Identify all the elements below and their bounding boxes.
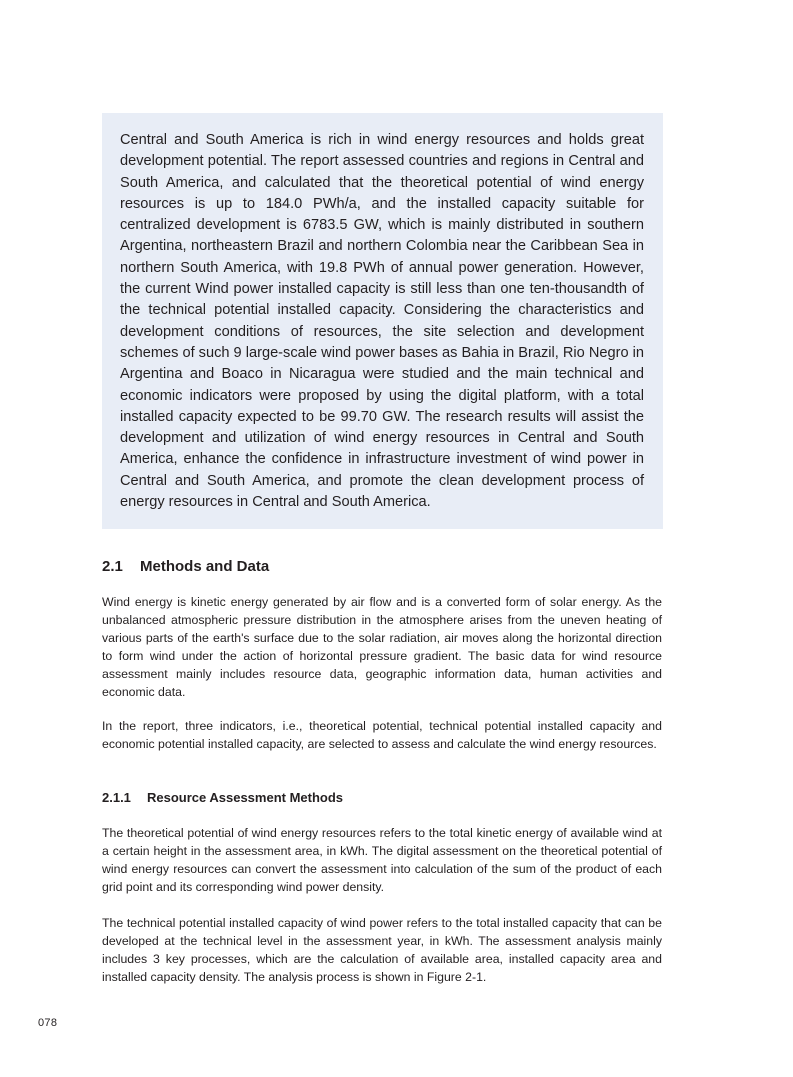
section-paragraph: Wind energy is kinetic energy generated by air flow and is a converted form of solar energy. As the unbalanced atmospheric pressure distribution in the atmosphere arises from the uneven heating of various parts of the earth's surface due to the solar radiation, air moves along the horizontal direction to form wind under the action of horizontal pressure gradient. The basic data for wind resource assessment mainly includes resource data, geographic information data, human activities and economic data. xyxy=(102,595,662,699)
summary-text: Central and South America is rich in wind energy resources and holds great development potential. The report assessed countries and regions in Central and South America, and calculated that the theoretical potential of wind energy resources is up to 184.0 PWh/a, and the installed capacity suitable for centralized development is 6783.5 GW, which is mainly distributed in southern Argentina, northeastern Brazil and northern Colombia near the Caribbean Sea in northern South America, with 19.8 PWh of annual power generation. However, the current Wind power installed capacity is still less than one ten-thousandth of the technical potential installed capacity. Considering the characteristics and development conditions of resources, the site selection and development schemes of such 9 large-scale wind power bases as Bahia in Brazil, Rio Negro in Argentina and Boaco in Nicaragua were studied and the main technical and economic indicators were proposed by using the digital platform, with a total installed capacity expected to be 99.70 GW. The research results will assist the development and utilization of wind energy resources in Central and South America, enhance the confidence in infrastructure investment of wind power in Central and South America, and promote the clean development process of energy resources in Central and South America. xyxy=(120,132,645,511)
subsection-heading xyxy=(102,790,343,805)
section-heading xyxy=(102,558,269,575)
section-number: 2.1 xyxy=(102,558,123,575)
section-title: Methods and Data xyxy=(140,558,270,575)
subsection-paragraph: The theoretical potential of wind energy resources refers to the total kinetic energy of available wind at a certain height in the assessment area, in kWh. The digital assessment on the theoretical potential of wind energy resources can convert the assessment into calculation of the sum of the product of each grid point and its corresponding wind power density. xyxy=(102,826,662,894)
subsection-paragraph: The technical potential installed capacity of wind power refers to the total installed capacity that can be developed at the technical level in the assessment year, in kWh. The assessment analysis mainly includes 3 key processes, which are the calculation of available area, installed capacity area and installed capacity density. The analysis process is shown in Figure 2-1. xyxy=(102,916,662,984)
subsection-title: Resource Assessment Methods xyxy=(147,790,344,805)
page-number: 078 xyxy=(38,1017,58,1029)
section-paragraph: In the report, three indicators, i.e., theoretical potential, technical potential installed capacity and economic potential installed capacity, are selected to assess and calculate the wind energy resources. xyxy=(102,719,662,751)
summary-box xyxy=(102,113,663,529)
subsection-number: 2.1.1 xyxy=(102,790,131,805)
